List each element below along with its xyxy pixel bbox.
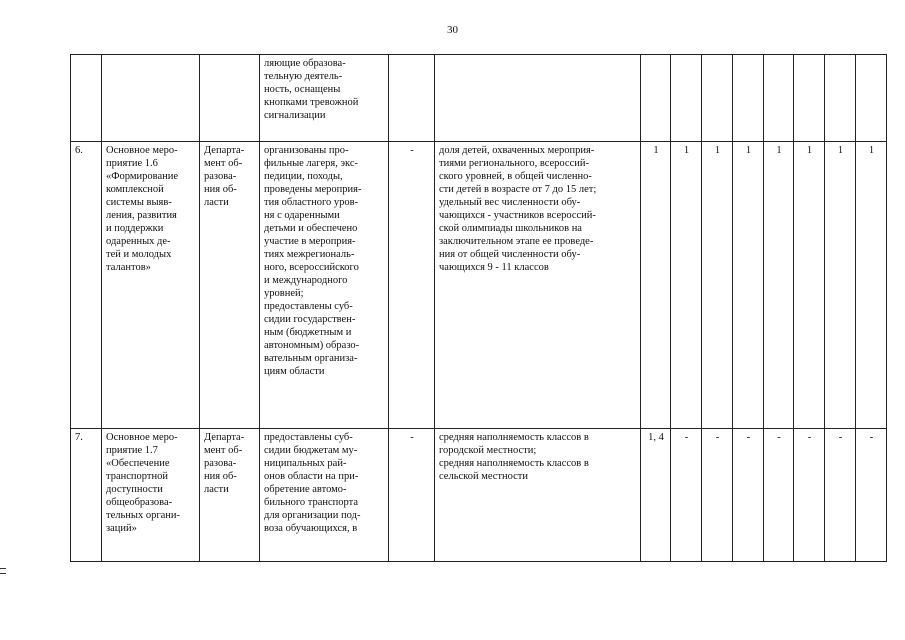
value-cell xyxy=(671,55,702,142)
value-cell: 1 xyxy=(671,142,702,429)
indicator-cell: средняя наполняемость классов в городской местности; средняя наполняемость классов в сельской местности xyxy=(435,429,641,562)
result-cell: предоставлены суб- сидии бюджетам му- ниципальных рай- онов области на при- обретение автомо- бильного транспорта для организации под- воза обучающихся, в xyxy=(260,429,389,562)
value-cell: - xyxy=(764,429,794,562)
table-row-continuation xyxy=(71,55,887,142)
result-cell: ляющие образова- тельную деятель- ность, оснащены кнопками тревожной сигнализации xyxy=(260,55,389,142)
activity-name-cell: Основное меро- приятие 1.7 «Обеспечение транспортной доступности общеобразова- тельных органи- заций» xyxy=(102,429,200,562)
value-cell: 1, 4 xyxy=(641,429,671,562)
value-cell: 1 xyxy=(794,142,825,429)
value-cell: - xyxy=(671,429,702,562)
activity-name-cell: Основное меро- приятие 1.6 «Формирование комплексной системы выяв- ления, развития и поддержки одаренных де- тей и молодых талантов» xyxy=(102,142,200,429)
value-cell xyxy=(641,55,671,142)
dash-cell xyxy=(389,55,435,142)
executor-cell: Департа- мент об- разова- ния об- ласти xyxy=(200,142,260,429)
executor-cell: Департа- мент об- разова- ния об- ласти xyxy=(200,429,260,562)
result-cell: организованы про- фильные лагеря, экс- педиции, походы, проведены мероприя- тия областного уров- ня с одаренными детьми и обеспечено участие в мероприя- тиях межрегиональ- ного, всероссийского и международного уровней; предоставлены суб- сидии государствен- ным (бюджетным и автономным) образо- вательным организа- циям области xyxy=(260,142,389,429)
executor-cell xyxy=(200,55,260,142)
row-number-cell xyxy=(71,55,102,142)
indicator-cell xyxy=(435,55,641,142)
value-cell: - xyxy=(856,429,887,562)
value-cell: 1 xyxy=(764,142,794,429)
indicator-cell: доля детей, охваченных мероприя- тиями регионального, всероссий- ского уровней, в общей численно- сти детей в возрасте от 7 до 15 лет; удельный вес численности обу- чающихся - участников всероссий- ской олимпиады школьников на заключительном этапе ее проведе- ния от общей численности обу- чающихся 9 - 11 классов xyxy=(435,142,641,429)
value-cell: 1 xyxy=(733,142,764,429)
page-number: 30 xyxy=(447,24,458,36)
value-cell xyxy=(856,55,887,142)
activity-name-cell xyxy=(102,55,200,142)
value-cell xyxy=(702,55,733,142)
dash-cell: - xyxy=(389,429,435,562)
value-cell: 1 xyxy=(641,142,671,429)
value-cell: - xyxy=(702,429,733,562)
value-cell: 1 xyxy=(856,142,887,429)
value-cell xyxy=(764,55,794,142)
row-number-cell: 7. xyxy=(71,429,102,562)
table-row-activity-1-7 xyxy=(71,429,887,562)
value-cell: - xyxy=(825,429,856,562)
value-cell: 1 xyxy=(825,142,856,429)
value-cell xyxy=(825,55,856,142)
value-cell xyxy=(733,55,764,142)
dash-cell: - xyxy=(389,142,435,429)
program-table xyxy=(70,54,887,562)
value-cell: - xyxy=(794,429,825,562)
table-row-activity-1-6 xyxy=(71,142,887,429)
value-cell: 1 xyxy=(702,142,733,429)
value-cell: - xyxy=(733,429,764,562)
margin-mark xyxy=(0,568,6,574)
row-number-cell: 6. xyxy=(71,142,102,429)
value-cell xyxy=(794,55,825,142)
